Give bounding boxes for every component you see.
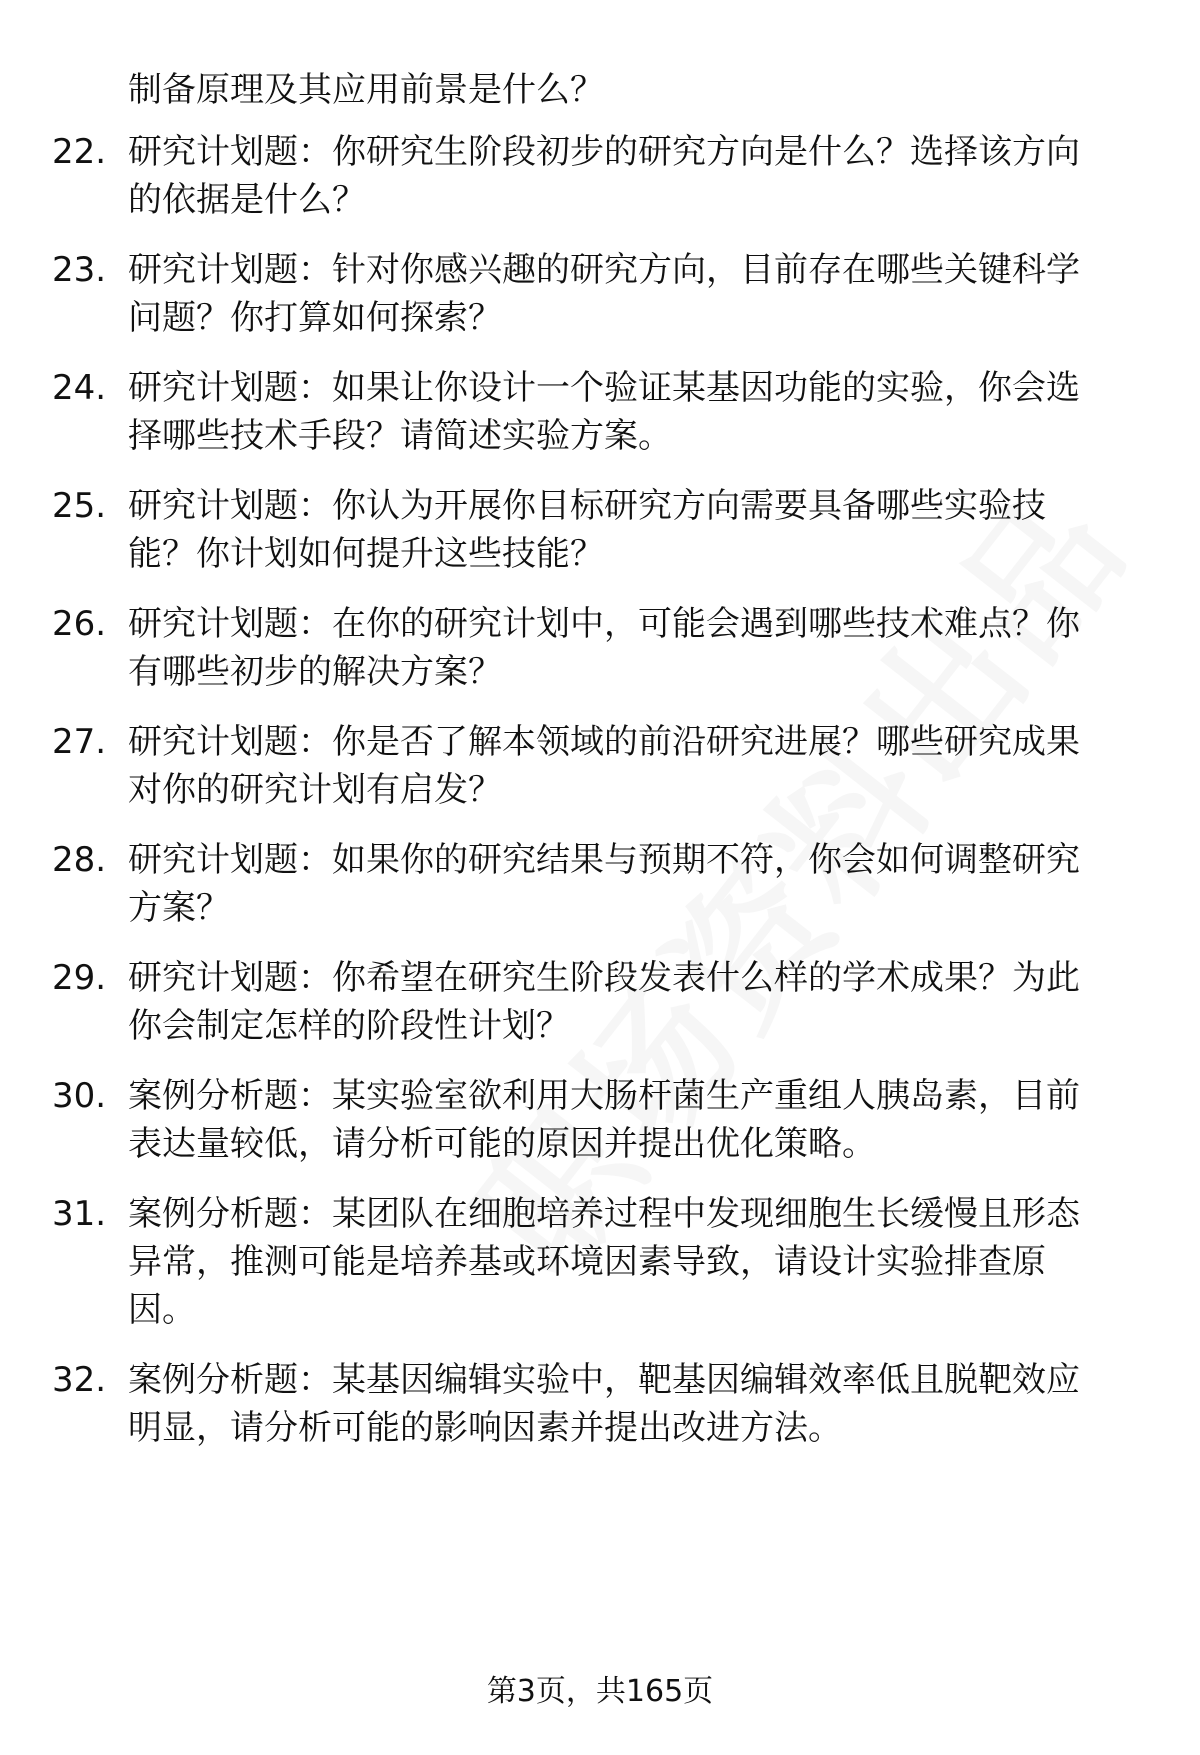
continuation-text: 制备原理及其应用前景是什么？ xyxy=(128,70,604,110)
question-number: 23. xyxy=(52,250,107,290)
question-line: 研究计划题：在你的研究计划中，可能会遇到哪些技术难点？你 xyxy=(128,604,1080,644)
question-text xyxy=(128,246,1138,342)
question-line: 研究计划题：你研究生阶段初步的研究方向是什么？选择该方向 xyxy=(128,132,1080,172)
question-line: 有哪些初步的解决方案？ xyxy=(128,652,502,692)
question-line: 能？你计划如何提升这些技能？ xyxy=(128,534,604,574)
question-number: 32. xyxy=(52,1360,107,1400)
question-line: 问题？你打算如何探索？ xyxy=(128,298,502,338)
question-number: 27. xyxy=(52,722,107,762)
question-number: 25. xyxy=(52,486,107,526)
question-number: 30. xyxy=(52,1076,107,1116)
question-number: 22. xyxy=(52,132,107,172)
question-text xyxy=(128,600,1138,696)
question-line: 研究计划题：针对你感兴趣的研究方向，目前存在哪些关键科学 xyxy=(128,250,1080,290)
question-line: 表达量较低，请分析可能的原因并提出优化策略。 xyxy=(128,1124,876,1164)
question-text xyxy=(128,718,1138,814)
question-line: 研究计划题：你希望在研究生阶段发表什么样的学术成果？为此 xyxy=(128,958,1080,998)
question-line: 你会制定怎样的阶段性计划？ xyxy=(128,1006,570,1046)
question-line: 明显，请分析可能的影响因素并提出改进方法。 xyxy=(128,1408,842,1448)
question-line: 案例分析题：某实验室欲利用大肠杆菌生产重组人胰岛素，目前 xyxy=(128,1076,1080,1116)
question-text xyxy=(128,954,1138,1050)
question-number: 31. xyxy=(52,1194,107,1234)
question-number: 28. xyxy=(52,840,107,880)
question-line: 研究计划题：你是否了解本领域的前沿研究进展？哪些研究成果 xyxy=(128,722,1080,762)
question-number: 29. xyxy=(52,958,107,998)
question-line: 案例分析题：某基因编辑实验中，靶基因编辑效率低且脱靶效应 xyxy=(128,1360,1080,1400)
question-line: 异常，推测可能是培养基或环境因素导致，请设计实验排查原 xyxy=(128,1242,1046,1282)
question-line: 案例分析题：某团队在细胞培养过程中发现细胞生长缓慢且形态 xyxy=(128,1194,1080,1234)
question-line: 研究计划题：如果你的研究结果与预期不符，你会如何调整研究 xyxy=(128,840,1080,880)
question-text xyxy=(128,1190,1138,1334)
question-line: 方案？ xyxy=(128,888,230,928)
question-text xyxy=(128,482,1138,578)
question-line: 因。 xyxy=(128,1290,196,1330)
page-footer: 第3页，共165页 xyxy=(486,1674,714,1709)
question-text xyxy=(128,1356,1138,1452)
question-number: 24. xyxy=(52,368,107,408)
question-line: 研究计划题：如果让你设计一个验证某基因功能的实验，你会选 xyxy=(128,368,1080,408)
question-text xyxy=(128,1072,1138,1168)
question-line: 择哪些技术手段？请简述实验方案。 xyxy=(128,416,672,456)
question-text xyxy=(128,836,1138,932)
question-line: 的依据是什么？ xyxy=(128,180,366,220)
question-text xyxy=(128,128,1138,224)
question-number: 26. xyxy=(52,604,107,644)
question-line: 研究计划题：你认为开展你目标研究方向需要具备哪些实验技 xyxy=(128,486,1046,526)
question-text xyxy=(128,364,1138,460)
question-line: 对你的研究计划有启发？ xyxy=(128,770,502,810)
